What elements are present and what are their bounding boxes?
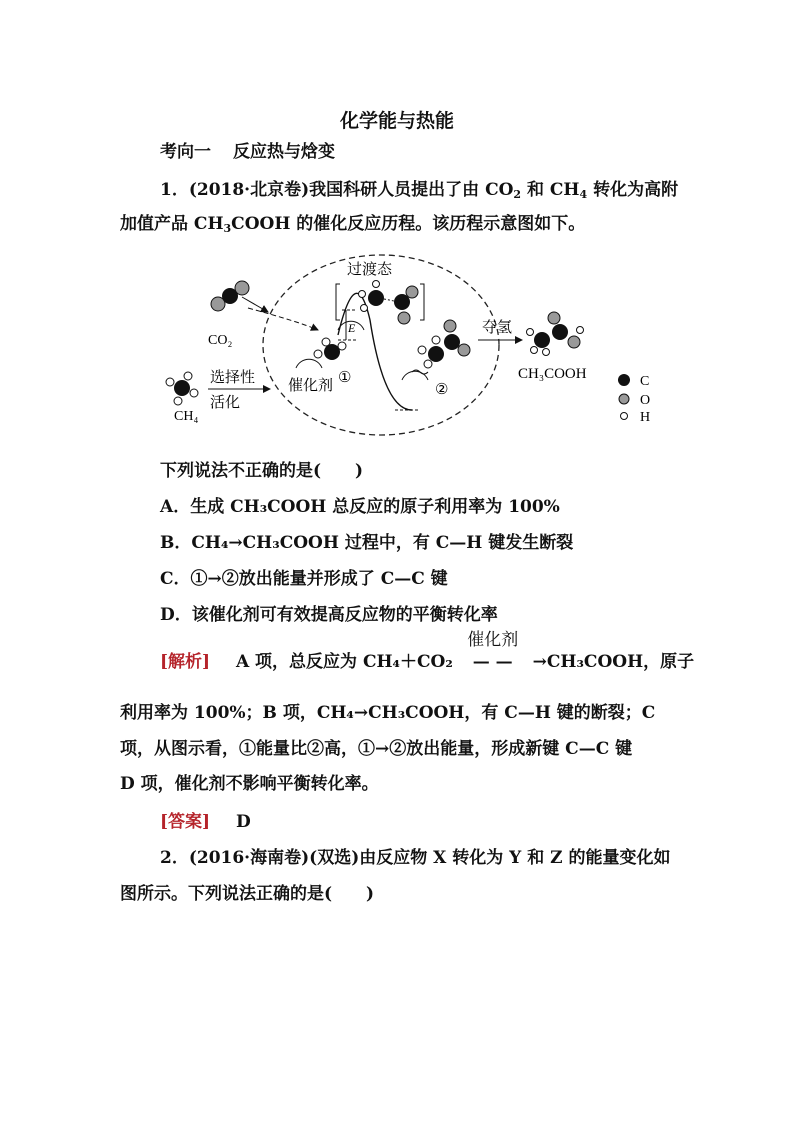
q1-stem-part: 和 CH <box>526 180 580 200</box>
q1-stem-part: 1．(2018·北京卷)我国科研人员提出了由 CO <box>160 180 514 200</box>
ch4-label: CH₄ <box>174 409 199 424</box>
energy-label: E <box>348 321 356 335</box>
activation-label: 活化 <box>210 395 241 411</box>
legend-carbon: C <box>640 374 650 389</box>
catalyst-arrow: 催化剂 — — <box>459 651 527 673</box>
energy-curve <box>338 293 412 410</box>
atom-legend <box>618 374 650 425</box>
selective-label: 选择性 <box>210 370 256 386</box>
dehydro-label: 夺氢 <box>482 320 513 336</box>
answer-tag: [答案] <box>160 812 211 832</box>
analysis-line1 <box>160 630 695 673</box>
co2-molecule <box>211 281 249 311</box>
analysis-line3: 项，从图示看，①能量比②高，①→②放出能量，形成新键 C—C 键 <box>120 739 633 759</box>
co2-label: CO₂ <box>208 333 233 348</box>
section-heading <box>160 141 335 163</box>
reaction-mechanism-diagram <box>150 250 670 440</box>
acetic-acid-molecule <box>527 312 584 356</box>
legend-hydrogen: H <box>640 410 651 425</box>
intermediate-1-molecule <box>314 338 346 360</box>
q2-stem-line1: 2．(2016·海南卷)(双选)由反应物 X 转化为 Y 和 Z 的能量变化如 <box>160 848 671 868</box>
transition-state-molecule <box>359 281 419 325</box>
legend-oxygen: O <box>640 393 651 408</box>
product-label: CH₃COOH <box>518 366 587 382</box>
q1-stem-line2: 加值产品 $CH_3COOH$ 的催化反应历程。该历程示意图如下。 <box>120 214 586 235</box>
mark-2: ② <box>435 382 449 398</box>
q1-stem-line1: 1．(2018·北京卷)我国科研人员提出了由 $CO_2$ 和 $CH_4$ 转化为高附 <box>160 180 679 201</box>
q1-stem-part: COOH 的催化反应历程。该历程示意图如下。 <box>231 214 586 234</box>
q1-option-a: A．生成 CH₃COOH 总反应的原子利用率为 100% <box>160 497 560 517</box>
answer-line <box>160 811 251 833</box>
analysis-text: →CH₃COOH，原子 <box>532 652 695 672</box>
q2-stem-line2: 图所示。下列说法正确的是( ) <box>120 884 375 904</box>
analysis-text: A 项，总反应为 CH₄＋CO₂ <box>235 652 453 672</box>
q1-ask: 下列说法不正确的是( ) <box>160 461 364 481</box>
answer-value: D <box>235 812 251 832</box>
section-name: 反应热与焓变 <box>233 142 335 162</box>
q1-stem-part: 转化为高附 <box>593 180 679 200</box>
analysis-line4: D 项，催化剂不影响平衡转化率。 <box>120 774 379 794</box>
page-title: 化学能与热能 <box>339 110 454 132</box>
analysis-tag: [解析] <box>160 652 211 672</box>
analysis-line2: 利用率为 100%；B 项，CH₄→CH₃COOH，有 C—H 键的断裂；C <box>120 703 656 723</box>
q1-option-b: B．CH₄→CH₃COOH 过程中，有 C—H 键发生断裂 <box>160 533 574 553</box>
q1-option-c: C．①→②放出能量并形成了 C—C 键 <box>160 569 448 589</box>
transition-state-label: 过渡态 <box>347 262 393 278</box>
mark-1: ① <box>338 370 352 386</box>
q1-option-d: D．该催化剂可有效提高反应物的平衡转化率 <box>160 605 498 625</box>
section-label: 考向一 <box>160 142 211 162</box>
ch4-molecule <box>166 372 198 405</box>
catalyst-label: 催化剂 <box>288 378 334 394</box>
q1-stem-part: 加值产品 CH <box>120 214 224 234</box>
intermediate-2-molecule <box>418 320 470 368</box>
catalyst-over-arrow: 催化剂 <box>467 630 519 650</box>
